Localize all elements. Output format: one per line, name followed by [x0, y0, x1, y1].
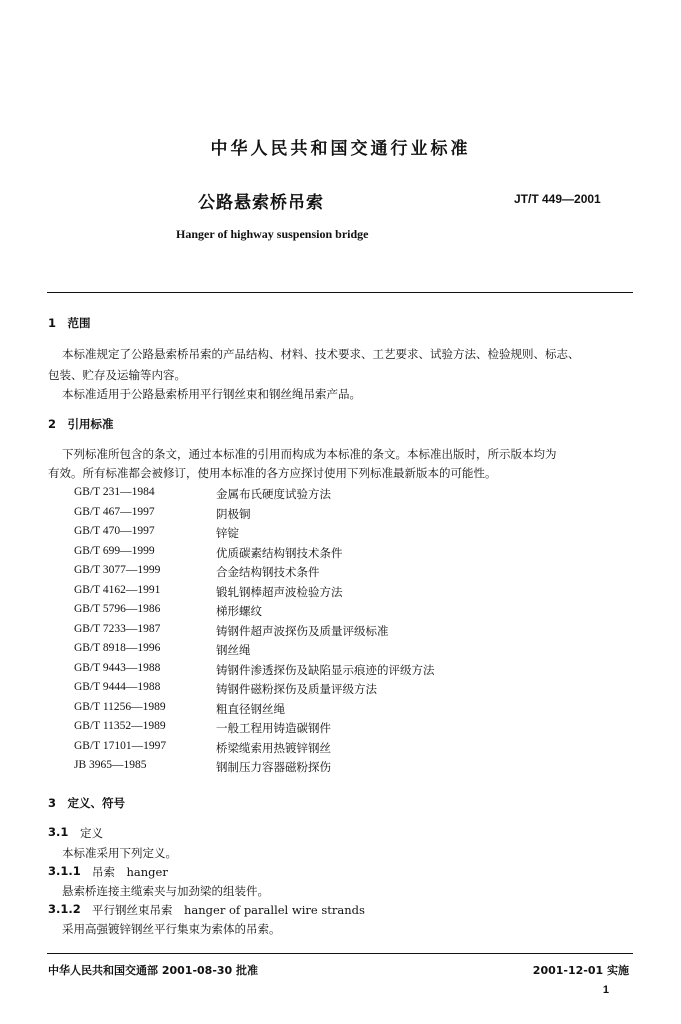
header-divider [47, 292, 633, 293]
clause-3-1-1-term: 吊索 hanger [92, 865, 168, 879]
reference-code: GB/T 231—1984 [74, 486, 155, 498]
reference-name: 铸钢件渗透探伤及缺陷显示痕迹的评级方法 [216, 662, 435, 677]
section-1-paragraph-2: 本标准适用于公路悬索桥用平行钢丝束和钢丝绳吊索产品。 [62, 387, 361, 401]
reference-code: GB/T 4162—1991 [74, 583, 161, 596]
reference-name: 合金结构钢技术条件 [216, 565, 320, 579]
clause-3-1-2-definition: 采用高强镀锌钢丝平行集束为索体的吊索。 [62, 922, 281, 936]
standard-body-title: 中华人民共和国交通行业标准 [210, 139, 471, 159]
footer-divider [47, 953, 633, 954]
section-2-heading: 2 引用标准 [48, 417, 114, 431]
document-title-cn: 公路悬索桥吊索 [198, 193, 324, 213]
reference-code: JB 3965—1985 [74, 759, 147, 771]
reference-name: 一般工程用铸造碳钢件 [216, 721, 331, 735]
clause-3-1-text: 本标准采用下列定义。 [62, 846, 177, 860]
effective-date: 2001-12-01 实施 [532, 964, 629, 977]
reference-name: 锌锭 [216, 526, 239, 540]
section-1-paragraph-1-line-2: 包装、贮存及运输等内容。 [48, 368, 186, 382]
reference-name: 阴极铜 [216, 506, 251, 521]
reference-code: GB/T 17101—1997 [74, 739, 167, 752]
reference-code: GB/T 470—1997 [74, 525, 155, 537]
clause-3-1-2-number: 3.1.2 [48, 902, 81, 916]
clause-3-1-title: 定义 [80, 826, 103, 840]
reference-code: GB/T 9443—1988 [74, 661, 161, 674]
reference-name: 金属布氏硬度试验方法 [216, 487, 331, 501]
reference-code: GB/T 467—1997 [74, 505, 155, 518]
clause-3-1-number: 3.1 [48, 825, 69, 839]
section-3-heading: 3 定义、符号 [48, 796, 126, 810]
reference-name: 粗直径钢丝绳 [216, 701, 285, 716]
reference-name: 桥梁缆索用热镀锌钢丝 [216, 740, 331, 755]
section-2-intro-line-1: 下列标准所包含的条文，通过本标准的引用而构成为本标准的条文。本标准出版时，所示版本均为 [62, 447, 557, 461]
approval-note: 中华人民共和国交通部 2001-08-30 批准 [48, 964, 259, 977]
clause-3-1-2-term: 平行钢丝束吊索 hanger of parallel wire strands [92, 903, 365, 917]
reference-name: 优质碳素结构钢技术条件 [216, 545, 343, 560]
reference-code: GB/T 3077—1999 [74, 564, 161, 576]
reference-code: GB/T 5796—1986 [74, 603, 161, 615]
reference-name: 梯形螺纹 [216, 604, 262, 618]
reference-code: GB/T 7233—1987 [74, 622, 161, 635]
reference-name: 锻轧钢棒超声波检验方法 [216, 584, 343, 599]
section-1-paragraph-1-line-1: 本标准规定了公路悬索桥吊索的产品结构、材料、技术要求、工艺要求、试验方法、检验规则、标志、 [62, 347, 580, 361]
page-number: 1 [602, 984, 609, 996]
reference-code: GB/T 9444—1988 [74, 681, 161, 693]
section-1-heading: 1 范围 [48, 316, 91, 330]
section-2-intro-line-2: 有效。所有标准都会被修订，使用本标准的各方应探讨使用下列标准最新版本的可能性。 [48, 466, 497, 480]
document-title-en: Hanger of highway suspension bridge [176, 227, 369, 241]
reference-code: GB/T 699—1999 [74, 544, 155, 557]
reference-name: 钢丝绳 [216, 643, 251, 657]
standard-code: JT/T 449—2001 [514, 192, 601, 206]
reference-code: GB/T 11352—1989 [74, 720, 166, 732]
reference-code: GB/T 8918—1996 [74, 642, 161, 654]
reference-name: 钢制压力容器磁粉探伤 [216, 760, 331, 774]
reference-name: 铸钢件磁粉探伤及质量评级方法 [216, 682, 377, 696]
reference-code: GB/T 11256—1989 [74, 700, 166, 713]
clause-3-1-1-definition: 悬索桥连接主缆索夹与加劲梁的组装件。 [62, 884, 269, 898]
reference-name: 铸钢件超声波探伤及质量评级标准 [216, 623, 389, 638]
clause-3-1-1-number: 3.1.1 [48, 864, 81, 878]
